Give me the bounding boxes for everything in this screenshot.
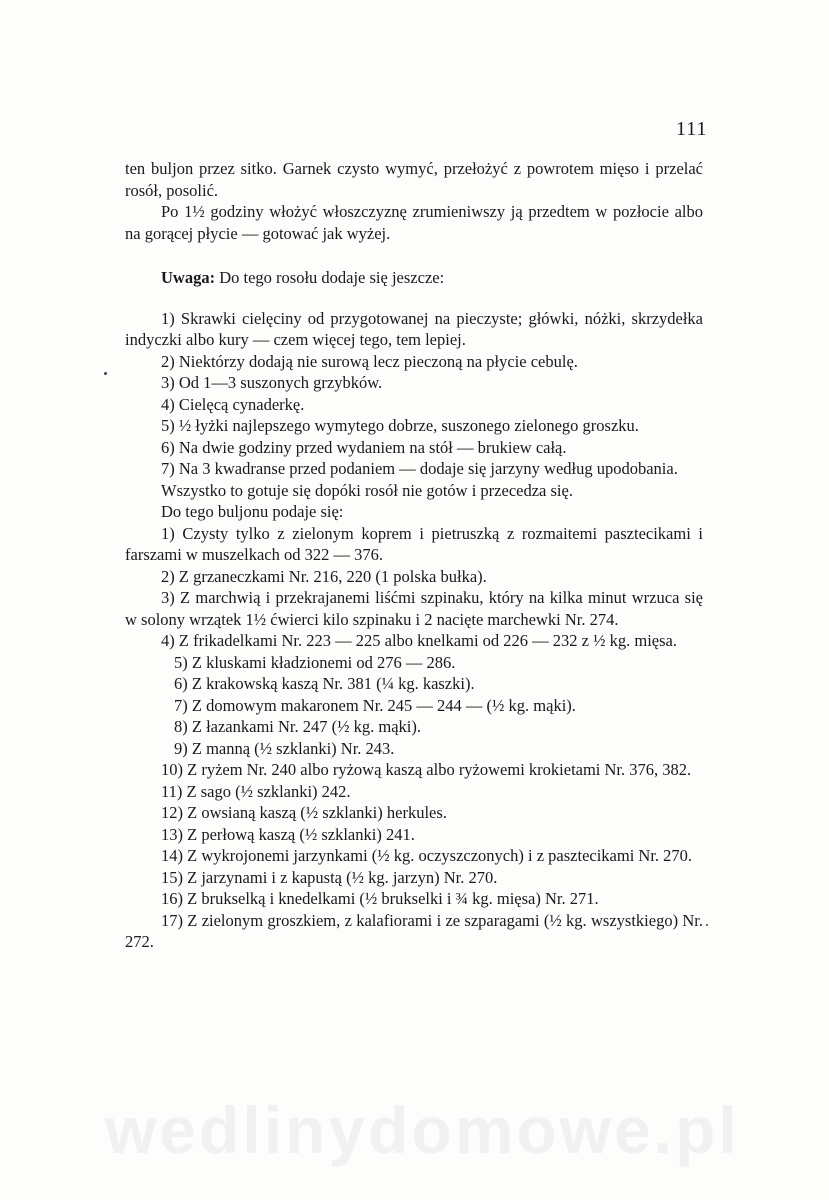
uwaga-item-1: 1) Skrawki cielęciny od przygotowanej na pieczyste; główki, nóżki, skrzydełka indyczki albo kury — czem więcej tego, tem lepiej. [125, 308, 703, 349]
uwaga-label: Uwaga: [161, 268, 216, 287]
serving-item-9: 9) Z manną (½ szklanki) Nr. 243. [174, 738, 395, 758]
serving-item-15: 15) Z jarzynami i z kapustą (½ kg. jarzyn) Nr. 270. [161, 867, 498, 887]
serving-item-6: 6) Z krakowską kaszą Nr. 381 (¼ kg. kaszki). [174, 674, 475, 693]
serving-item-11: 11) Z sago (½ szklanki) 242. [161, 781, 351, 801]
serving-item-14: 14) Z wykrojonemi jarzynkami (½ kg. oczyszczonych) i z pasztecikami Nr. 270. [161, 846, 693, 865]
page-body [125, 158, 703, 953]
serving-item-1: 1) Czysty tylko z zielonym koprem i pietruszką z rozmaitemi pasztecikami i farszami w muszelkach od 322 — 376. [125, 523, 703, 564]
serving-item-5: 5) Z kluskami kładzionemi od 276 — 286. [174, 652, 456, 672]
uwaga-item-2: 2) Niektórzy dodają nie surową lecz pieczoną na płycie cebulę. [161, 351, 578, 371]
uwaga-text: Do tego rosołu dodaje się jeszcze: [215, 268, 445, 287]
serving-item-7: 7) Z domowym makaronem Nr. 245 — 244 — (½ kg. mąki). [174, 695, 576, 715]
serving-item-8: 8) Z łazankami Nr. 247 (½ kg. mąki). [174, 717, 421, 736]
intro-paragraph-2: Po 1½ godziny włożyć włoszczyznę zrumieniwszy ją przedtem w pozłocie albo na gorącej płycie — gotować jak wyżej. [125, 202, 703, 243]
serving-item-4: 4) Z frikadelkami Nr. 223 — 225 albo knelkami od 226 — 232 z ½ kg. mięsa. [161, 631, 677, 650]
uwaga-item-5: 5) ½ łyżki najlepszego wymytego dobrze, suszonego zielonego groszku. [161, 416, 639, 435]
uwaga-item-6: 6) Na dwie godziny przed wydaniem na stół — brukiew całą. [161, 437, 567, 457]
uwaga-item-4: 4) Cielęcą cynaderkę. [161, 394, 305, 414]
serving-item-3: 3) Z marchwią i przekrajanemi liśćmi szpinaku, który na kilka minut wrzuca się w solony wrzątek 1½ ćwierci kilo szpinaku i 2 nacięte marchewki Nr. 274. [125, 588, 703, 629]
serving-item-10: 10) Z ryżem Nr. 240 albo ryżową kaszą albo ryżowemi krokietami Nr. 376, 382. [161, 760, 692, 779]
serving-item-12: 12) Z owsianą kaszą (½ szklanki) herkules. [161, 803, 447, 822]
closing-paragraph-2: Do tego buljonu podaje się: [161, 502, 344, 521]
print-speck [706, 924, 708, 926]
print-speck [104, 372, 107, 375]
serving-item-13: 13) Z perłową kaszą (½ szklanki) 241. [161, 824, 415, 844]
intro-paragraph-1: ten buljon przez sitko. Garnek czysto wymyć, przełożyć z powrotem mięso i przelać rosół, posolić. [125, 159, 703, 200]
uwaga-heading [125, 267, 703, 289]
watermark: wedlinydomowe.pl [105, 1093, 740, 1167]
uwaga-item-3: 3) Od 1—3 suszonych grzybków. [161, 373, 383, 392]
uwaga-item-7: 7) Na 3 kwadranse przed podaniem — dodaje się jarzyny według upodobania. [161, 459, 678, 478]
serving-item-17: 17) Z zielonym groszkiem, z kalafiorami i ze szparagami (½ kg. wszystkiego) Nr. 272. [125, 910, 703, 951]
closing-paragraph-1: Wszystko to gotuje się dopóki rosół nie gotów i przecedza się. [161, 480, 573, 500]
page-number: 111 [676, 118, 708, 140]
serving-item-16: 16) Z brukselką i knedelkami (½ brukselki i ¾ kg. mięsa) Nr. 271. [161, 889, 599, 908]
serving-item-2: 2) Z grzaneczkami Nr. 216, 220 (1 polska bułka). [161, 566, 487, 586]
